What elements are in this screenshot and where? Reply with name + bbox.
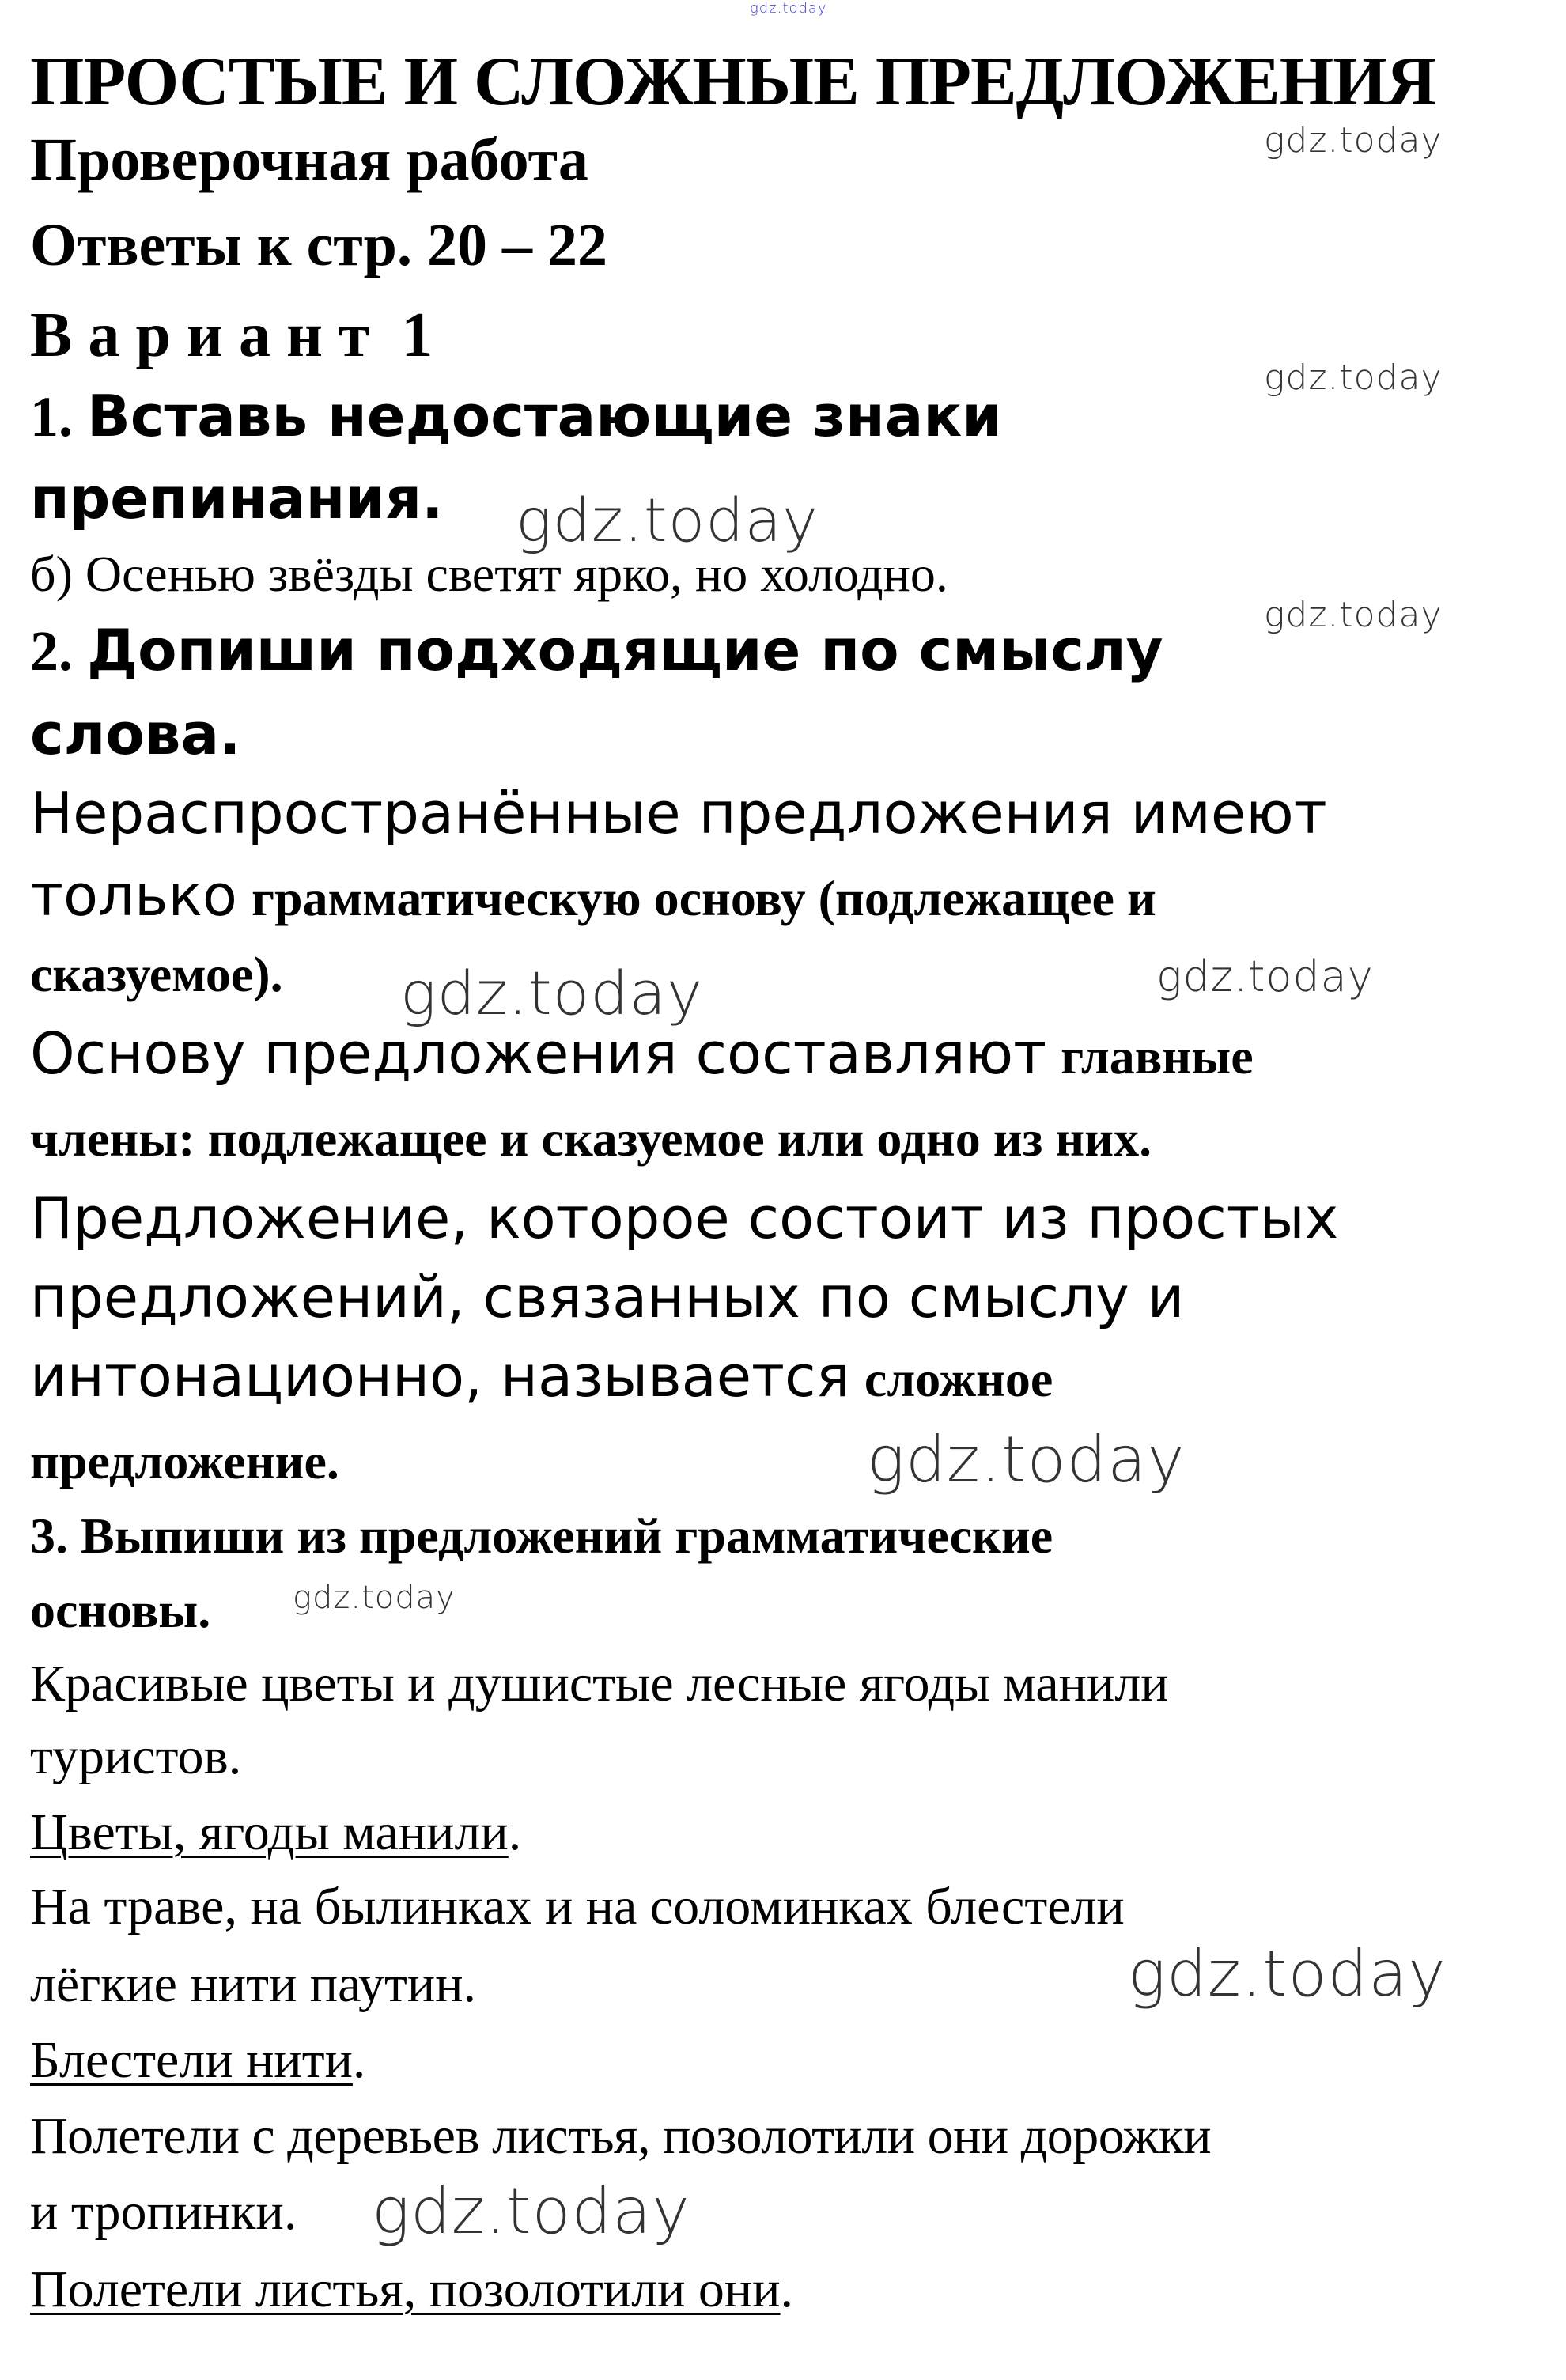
task2-fill-2: главные [1061,1028,1254,1084]
task3-sentence-cont: и тропинки. [30,2183,297,2241]
task2-fill-3-cont: предложение. [30,1433,339,1489]
watermark: gdz.today [400,958,703,1028]
watermark: gdz.today [1264,595,1443,635]
page-title: ПРОСТЫЕ И СЛОЖНЫЕ ПРЕДЛОЖЕНИЯ [30,44,1436,120]
task2-heading [30,617,1163,683]
watermark: gdz.today [516,485,819,555]
task2-fill-2-cont: члены: подлежащее и сказуемое или одно из них. [30,1111,1152,1167]
task2-sentence3-line1: Предложение, которое состоит из простых [30,1185,1339,1251]
task2-number: 2. [30,619,73,683]
task1-heading-cont: препинания. [30,465,444,532]
task1-number: 1. [30,385,73,448]
watermark: gdz.today [372,2174,690,2248]
watermark: gdz.today [1264,358,1443,398]
task2-sentence1-line1: Нераспространённые предложения имеют [30,780,1327,846]
task3-answer: Цветы, ягоды манили. [30,1803,522,1861]
task2-sentence2-line1: Основу предложения составляют главные [30,1020,1254,1087]
task2-heading-cont: слова. [30,701,241,767]
task2-fill-1: грамматическую основу (подлежащее и [251,870,1156,926]
task1-answer: б) Осенью звёзды светят ярко, но холодно. [30,546,948,602]
task3-heading-cont: основы. [30,1582,211,1638]
subtitle: Проверочная работа [30,127,588,193]
watermark: gdz.today [867,1423,1186,1496]
task2-heading-text: Допиши подходящие по смыслу [87,617,1163,683]
task2-sentence3-line2: предложений, связанных по смыслу и [30,1264,1185,1330]
task3-sentence: Красивые цветы и душистые лесные ягоды манили [30,1655,1169,1712]
task3-answer-underlined: Цветы, ягоды манили [30,1803,509,1861]
task2-fill-1-cont: сказуемое). [30,946,283,1002]
watermark: gdz.today [1128,1937,1447,2011]
pages-range: Ответы к стр. 20 – 22 [30,212,607,278]
task3-answer-underlined: Полетели листья, позолотили они [30,2261,781,2318]
watermark: gdz.today [1264,120,1443,161]
task2-fill-3: сложное [864,1351,1053,1407]
task3-sentence-cont: лёгкие нити паутин. [30,1955,477,2013]
variant-label: В а р и а н т 1 [30,301,433,370]
task3-sentence: Полетели с деревьев листья, позолотили они дорожки [30,2107,1212,2165]
task1-heading-text: Вставь недостающие знаки [87,383,1002,449]
task2-sentence1-line2: только грамматическую основу (подлежащее и [30,862,1156,929]
task1-heading [30,383,1002,449]
task3-sentence: На траве, на былинках и на соломинках блестели [30,1878,1125,1935]
watermark-top: gdz.today [750,0,827,17]
task2-sentence3-line3: интонационно, называется сложное [30,1343,1053,1409]
task3-answer: Полетели листья, позолотили они. [30,2261,794,2318]
task3-heading: 3. Выпиши из предложений грамматические [30,1508,1053,1564]
task3-sentence-cont: туристов. [30,1727,242,1785]
watermark: gdz.today [293,1580,456,1616]
task3-answer: Блестели нити. [30,2031,366,2089]
task3-answer-underlined: Блестели нити [30,2031,353,2089]
watermark: gdz.today [1156,952,1374,1001]
